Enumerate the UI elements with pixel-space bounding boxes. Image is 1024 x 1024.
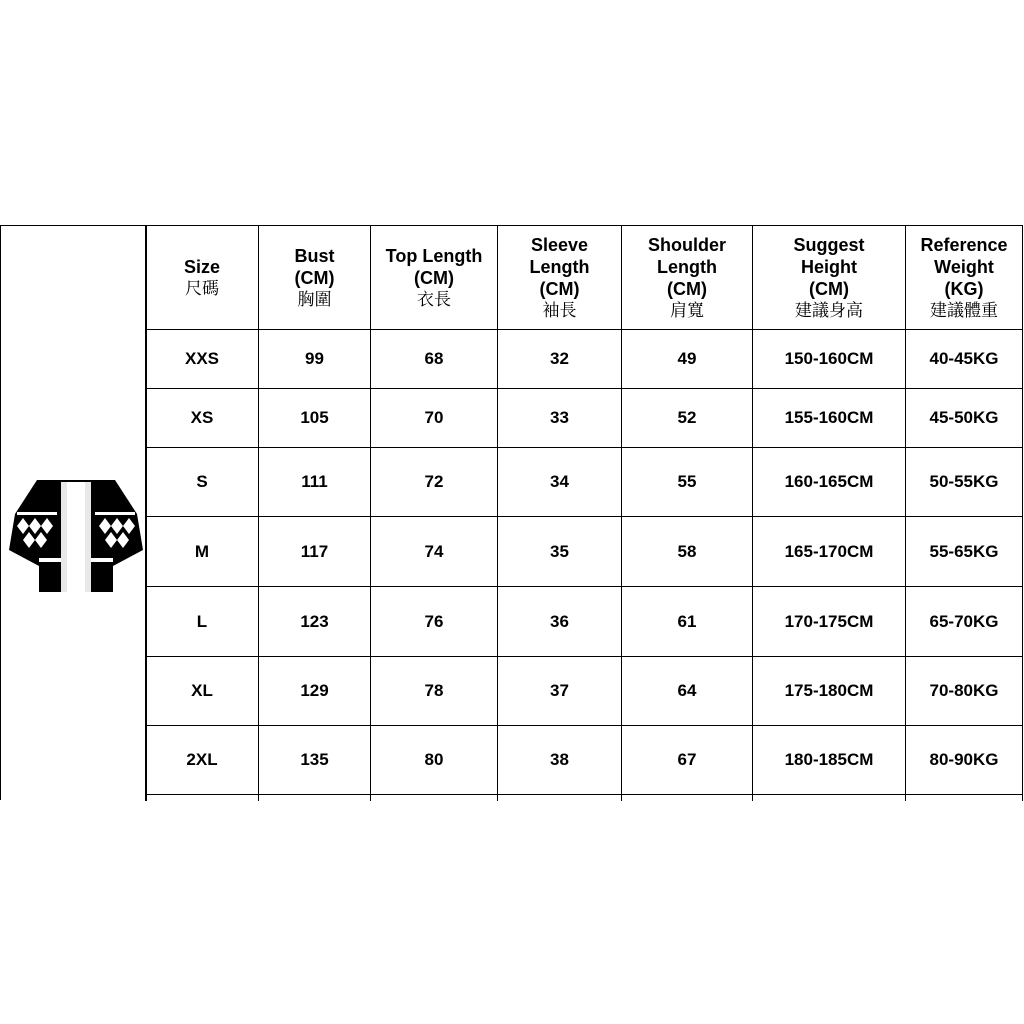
header-label: (CM) [809,278,849,299]
header-label-zh: 尺碼 [185,278,219,299]
table-cell-suggest-height: 175-180CM [753,657,906,726]
table-cell-suggest-height: 160-165CM [753,448,906,517]
table-cell-empty [753,795,906,801]
kimono-jacket-icon [9,474,143,594]
header-label: (CM) [414,267,454,288]
table-cell-bust: 117 [259,517,371,587]
header-label-zh: 胸圍 [297,289,332,310]
header-label: (CM) [294,267,335,288]
table-cell-suggest-height: 170-175CM [753,587,906,657]
table-cell-size: L [146,587,259,657]
table-cell-reference-weight: 65-70KG [906,587,1023,657]
table-cell-top-length: 80 [371,726,498,795]
table-cell-sleeve-length: 32 [498,330,622,389]
header-suggest-height [753,226,906,330]
table-cell-suggest-height: 180-185CM [753,726,906,795]
header-reference-weight [906,226,1023,330]
table-cell-bust: 129 [259,657,371,726]
header-label: Bust [294,245,335,266]
table-cell-top-length: 72 [371,448,498,517]
header-bust [259,226,371,330]
table-cell-shoulder-length: 67 [622,726,753,795]
header-label: (CM) [539,278,580,299]
table-cell-empty [146,795,259,801]
header-label: Suggest [793,234,865,255]
table-cell-reference-weight: 40-45KG [906,330,1023,389]
table-cell-shoulder-length: 49 [622,330,753,389]
table-cell-empty [906,795,1023,801]
table-cell-shoulder-length: 64 [622,657,753,726]
table-cell-suggest-height: 155-160CM [753,389,906,448]
table-cell-reference-weight: 80-90KG [906,726,1023,795]
table-cell-sleeve-length: 33 [498,389,622,448]
header-label: Sleeve [530,234,589,255]
table-cell-size: XXS [146,330,259,389]
header-label: (KG) [944,278,984,299]
table-row [146,448,1023,517]
table-cell-top-length: 68 [371,330,498,389]
table-cell-empty [622,795,753,801]
table-cell-top-length: 70 [371,389,498,448]
header-shoulder-length [622,226,753,330]
header-label: Shoulder [647,234,726,255]
table-cell-top-length: 76 [371,587,498,657]
table-cell-shoulder-length: 52 [622,389,753,448]
header-label: Weight [934,256,994,277]
table-cell-suggest-height: 150-160CM [753,330,906,389]
table-cell-sleeve-length: 36 [498,587,622,657]
table-cell-size: XS [146,389,259,448]
table-cell-bust: 123 [259,587,371,657]
table-cell-size: XL [146,657,259,726]
product-image-cell [0,225,146,800]
table-cell-sleeve-length: 35 [498,517,622,587]
header-size [146,226,259,330]
header-row [146,226,1023,330]
size-table [145,225,1023,801]
header-label: (CM) [667,278,707,299]
header-top-length [371,226,498,330]
header-label-zh: 建議體重 [930,300,998,321]
table-cell-top-length: 74 [371,517,498,587]
header-label-zh: 袖長 [542,300,577,321]
table-cell-bust: 99 [259,330,371,389]
header-label: Size [183,256,221,277]
header-label: Height [801,256,857,277]
table-row [146,330,1023,389]
table-cell-bust: 135 [259,726,371,795]
table-cell-empty [498,795,622,801]
table-cell-reference-weight: 55-65KG [906,517,1023,587]
table-row [146,389,1023,448]
table-cell-bust: 111 [259,448,371,517]
header-label-zh: 肩寬 [670,300,704,321]
table-cell-empty [259,795,371,801]
table-cell-sleeve-length: 38 [498,726,622,795]
table-row [146,517,1023,587]
table-row [146,657,1023,726]
header-label-zh: 建議身高 [795,300,863,321]
table-row-partial [146,795,1023,801]
header-label: Reference [920,234,1008,255]
header-sleeve-length [498,226,622,330]
table-cell-shoulder-length: 55 [622,448,753,517]
table-row [146,587,1023,657]
table-row [146,726,1023,795]
table-cell-suggest-height: 165-170CM [753,517,906,587]
table-cell-size: M [146,517,259,587]
table-cell-size: S [146,448,259,517]
table-cell-shoulder-length: 58 [622,517,753,587]
header-label: Length [529,256,590,277]
size-chart [0,225,1024,800]
header-label: Top Length [385,245,483,266]
table-cell-size: 2XL [146,726,259,795]
table-cell-sleeve-length: 37 [498,657,622,726]
table-cell-reference-weight: 50-55KG [906,448,1023,517]
table-cell-sleeve-length: 34 [498,448,622,517]
table-cell-bust: 105 [259,389,371,448]
table-cell-shoulder-length: 61 [622,587,753,657]
table-cell-reference-weight: 70-80KG [906,657,1023,726]
table-cell-top-length: 78 [371,657,498,726]
header-label-zh: 衣長 [417,289,451,310]
table-cell-empty [371,795,498,801]
table-cell-reference-weight: 45-50KG [906,389,1023,448]
header-label: Length [657,256,717,277]
